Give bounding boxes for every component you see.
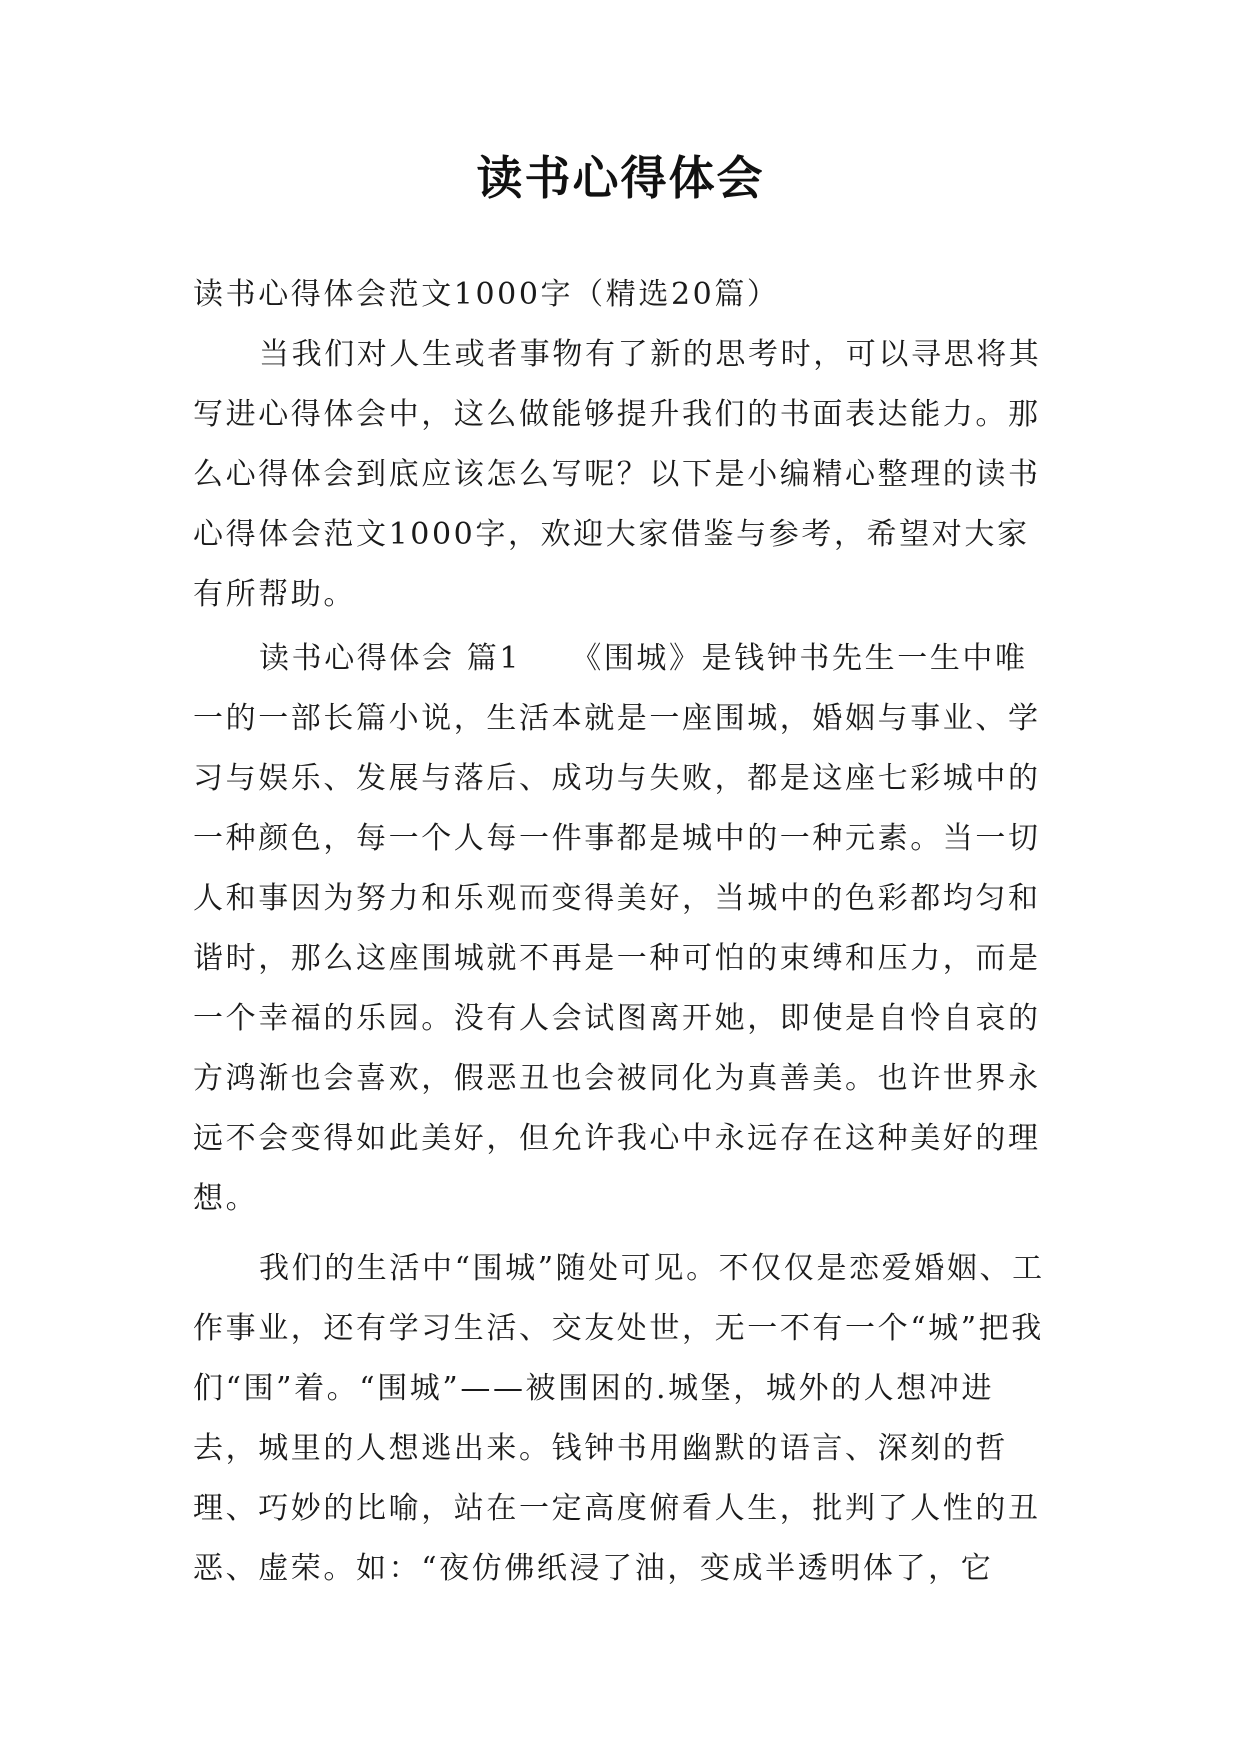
document-subtitle: 读书心得体会范文1000字（精选20篇）: [193, 277, 780, 312]
intro-paragraph: 当我们对人生或者事物有了新的思考时，可以寻思将其写进心得体会中，这么做能够提升我们的书面表达能力。那么心得体会到底应该怎么写呢？以下是小编精心整理的读书心得体会范文1000字，欢迎大家借鉴与参考，希望对大家有所帮助。: [193, 337, 1042, 612]
document-body: [193, 265, 1053, 1599]
paragraph-2: 我们的生活中“围城”随处可见。不仅仅是恋爱婚姻、工作事业，还有学习生活、交友处世，无一不有一个“城”把我们“围”着。“围城”——被围困的.城堡，城外的人想冲进去，城里的人想逃出来。钱钟书用幽默的语言、深刻的哲理、巧妙的比喻，站在一定高度俯看人生，批判了人性的丑恶、虚荣。如：“夜仿佛纸浸了油，变成半透明体了，它: [193, 1251, 1045, 1586]
section-1-paragraph: 读书心得体会 篇1 《围城》是钱钟书先生一生中唯一的一部长篇小说，生活本就是一座围城，婚姻与事业、学习与娱乐、发展与落后、成功与失败，都是这座七彩城中的一种颜色，每一个人每一件事都是城中的一种元素。当一切人和事因为努力和乐观而变得美好，当城中的色彩都均匀和谐时，那么这座围城就不再是一种可怕的束缚和压力，而是一个幸福的乐园。没有人会试图离开她，即使是自怜自哀的方鸿渐也会喜欢，假恶丑也会被同化为真善美。也许世界永远不会变得如此美好，但允许我心中永远存在这种美好的理想。: [193, 641, 1041, 1216]
document-title: 读书心得体会: [476, 151, 765, 205]
